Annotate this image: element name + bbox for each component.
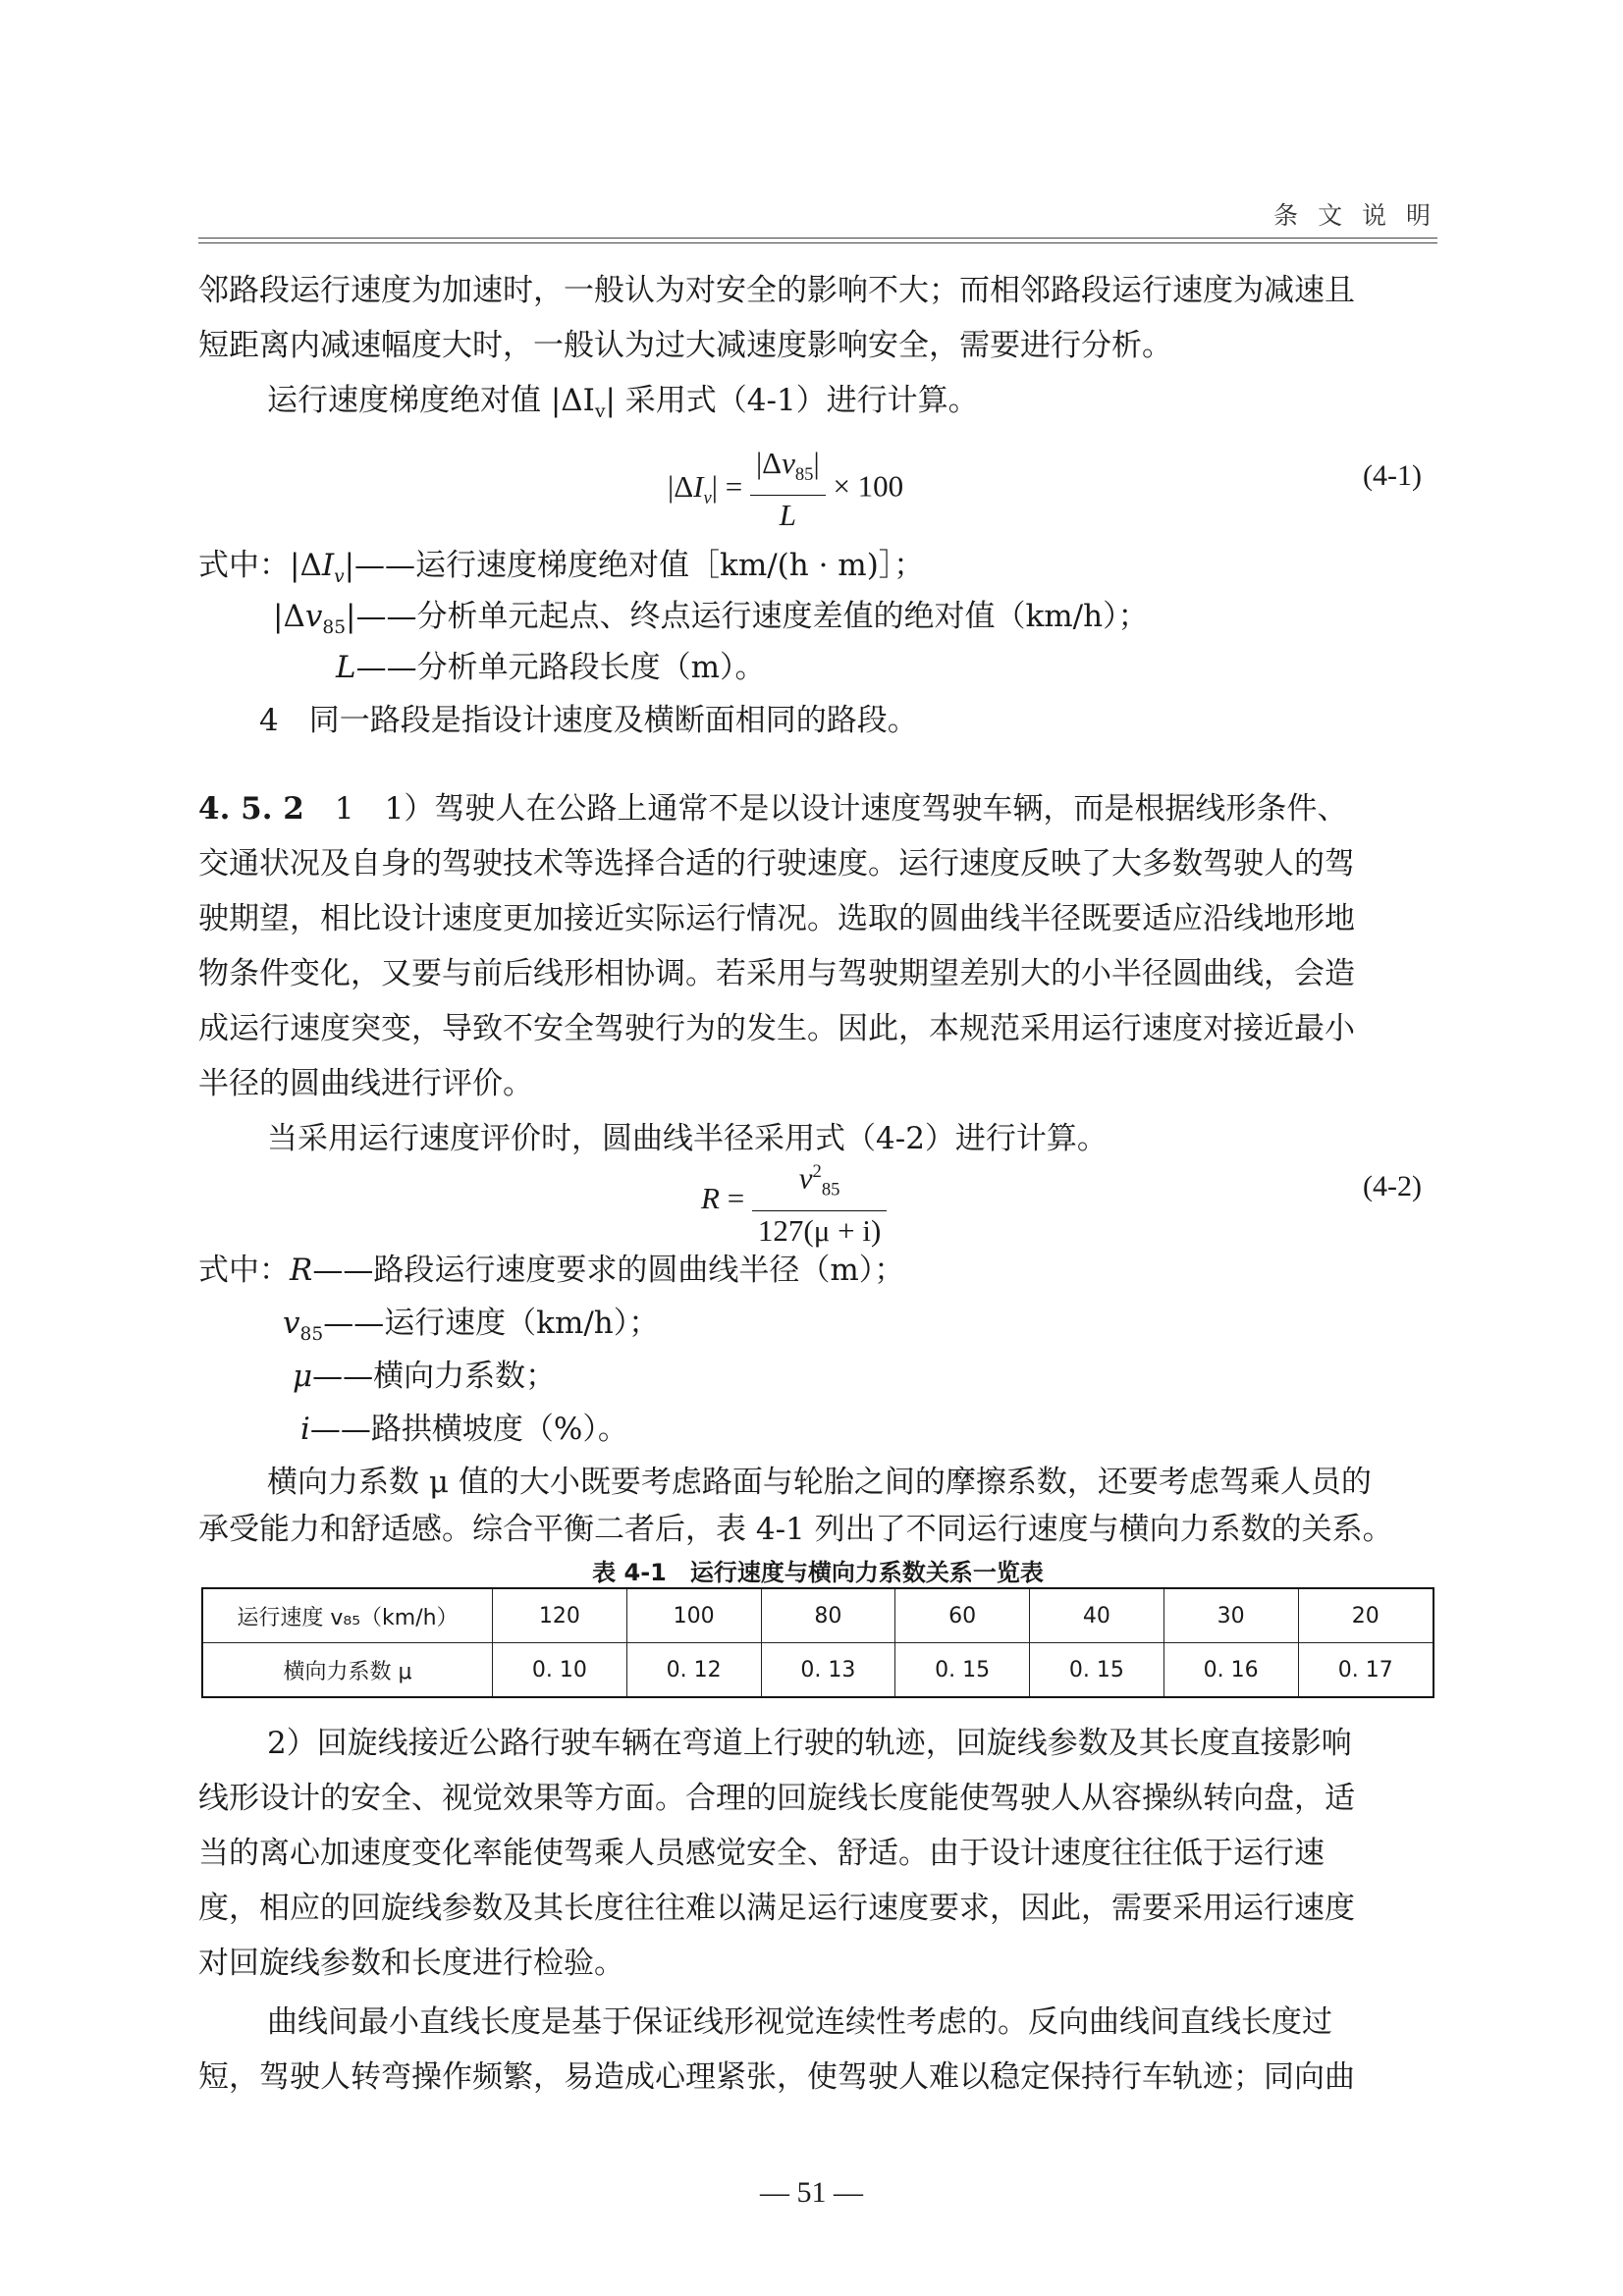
definition-line: μ——横向力系数； [293,1359,557,1394]
eq-fraction: $\frac{v^2_{85}}{127(\mu + i)}$ [752,1152,887,1251]
table-cell: 20 [1298,1588,1434,1643]
definition-line: 式中：R——路段运行速度要求的圆曲线半径（m）； [198,1253,905,1288]
body-line: 驶期望，相比设计速度更加接近实际运行情况。选取的圆曲线半径既要适应沿线地形地 [198,901,1355,936]
subscript: v [594,401,606,423]
body-line: 短，驾驶人转弯操作频繁，易造成心理紧张，使驾驶人难以稳定保持行车轨迹；同向曲 [198,2059,1355,2095]
equation-4-1 [668,444,903,535]
table-cell: 60 [895,1588,1030,1643]
body-line [267,377,1504,436]
body-line: 短距离内减速幅度大时，一般认为过大减速度影响安全，需要进行分析。 [198,328,1172,363]
body-line: 横向力系数 μ 值的大小既要考虑路面与轮胎之间的摩擦系数，还要考虑驾乘人员的 [267,1465,1372,1500]
table-cell: 30 [1163,1588,1298,1643]
table-cell: 0. 17 [1298,1643,1434,1698]
eq-lhs: $|\Delta I_v|$ = [668,468,743,508]
eq-lhs: R [701,1180,720,1215]
section-4-5-2-lead: 4. 5. 2 1 1）驾驶人在公路上通常不是以设计速度驾驶车辆，而是根据线形条件、 [198,791,1348,827]
table-cell: 100 [626,1588,761,1643]
table-row [202,1643,1434,1698]
table-cell: 0. 13 [761,1643,895,1698]
body-line: 承受能力和舒适感。综合平衡二者后，表 4-1 列出了不同运行速度与横向力系数的关系。 [198,1512,1393,1547]
page-number: — 51 — [760,2176,863,2209]
table-cell: 40 [1030,1588,1164,1643]
definition-line: $|\Delta v_{85}|——$分析单元起点、终点运行速度差值的绝对值（km/h）； [273,599,1149,639]
table-cell: 0. 16 [1163,1643,1298,1698]
body-line: 2）回旋线接近公路行驶车辆在弯道上行驶的轨迹，回旋线参数及其长度直接影响 [267,1726,1352,1761]
table-row-label: 横向力系数 μ [202,1643,493,1698]
eq-fraction: $\frac{|\Delta v_{85}|}{L}$ [750,444,826,535]
definition-line: $v_{85}——$运行速度（km/h）； [283,1306,660,1346]
equation-number: (4-2) [1363,1170,1422,1202]
table-caption: 表 4-1 运行速度与横向力系数关系一览表 [592,1559,1044,1586]
text-span: 运行速度梯度绝对值 |ΔI [267,383,595,418]
header-rule-bottom [198,242,1437,243]
definition-line: i——路拱横坡度（%）。 [300,1412,628,1447]
body-line: 物条件变化，又要与前后线形相协调。若采用与驾驶期望差别大的小半径圆曲线，会造 [198,956,1355,991]
eq-equals: = [727,1180,745,1215]
section-number: 4. 5. 2 [198,791,304,827]
body-line: 邻路段运行速度为加速时，一般认为对安全的影响不大；而相邻路段运行速度为减速且 [198,273,1355,308]
body-line: 成运行速度突变，导致不安全驾驶行为的发生。因此，本规范采用运行速度对接近最小 [198,1011,1355,1046]
body-line: 曲线间最小直线长度是基于保证线形视觉连续性考虑的。反向曲线间直线长度过 [267,2004,1332,2040]
equation-number: (4-1) [1363,459,1422,492]
body-line: 度，相应的回旋线参数及其长度往往难以满足运行速度要求，因此，需要采用运行速度 [198,1891,1355,1926]
body-line: 交通状况及自身的驾驶技术等选择合适的行驶速度。运行速度反映了大多数驾驶人的驾 [198,846,1355,881]
running-header: 条 文 说 明 [1273,201,1436,230]
body-line: 当的离心加速度变化率能使驾乘人员感觉安全、舒适。由于设计速度往往低于运行速 [198,1836,1325,1871]
table-cell: 0. 15 [1030,1643,1164,1698]
definition-line: 式中：$|\Delta I_v|——$运行速度梯度绝对值［km/(h · m)］； [198,548,925,588]
table-row-label: 运行速度 v₈₅（km/h） [202,1588,493,1643]
body-line: 对回旋线参数和长度进行检验。 [198,1946,624,1981]
table-cell: 0. 15 [895,1643,1030,1698]
table-cell: 120 [493,1588,627,1643]
table-cell: 0. 10 [493,1643,627,1698]
definition-line: L——分析单元路段长度（m）。 [336,650,766,685]
eq-multiplier: × 100 [833,468,904,504]
body-line: 线形设计的安全、视觉效果等方面。合理的回旋线长度能使驾驶人从容操纵转向盘，适 [198,1781,1355,1816]
table-cell: 0. 12 [626,1643,761,1698]
item-4: 4 同一路段是指设计速度及横断面相同的路段。 [259,703,918,738]
equation-4-2 [701,1152,887,1251]
table-row [202,1588,1434,1643]
text-span: | 采用式（4-1）进行计算。 [605,383,979,418]
body-line: 当采用运行速度评价时，圆曲线半径采用式（4-2）进行计算。 [267,1121,1108,1156]
speed-friction-table [201,1587,1434,1698]
table-cell: 80 [761,1588,895,1643]
body-line: 半径的圆曲线进行评价。 [198,1066,533,1101]
header-rule-top [198,238,1437,239]
